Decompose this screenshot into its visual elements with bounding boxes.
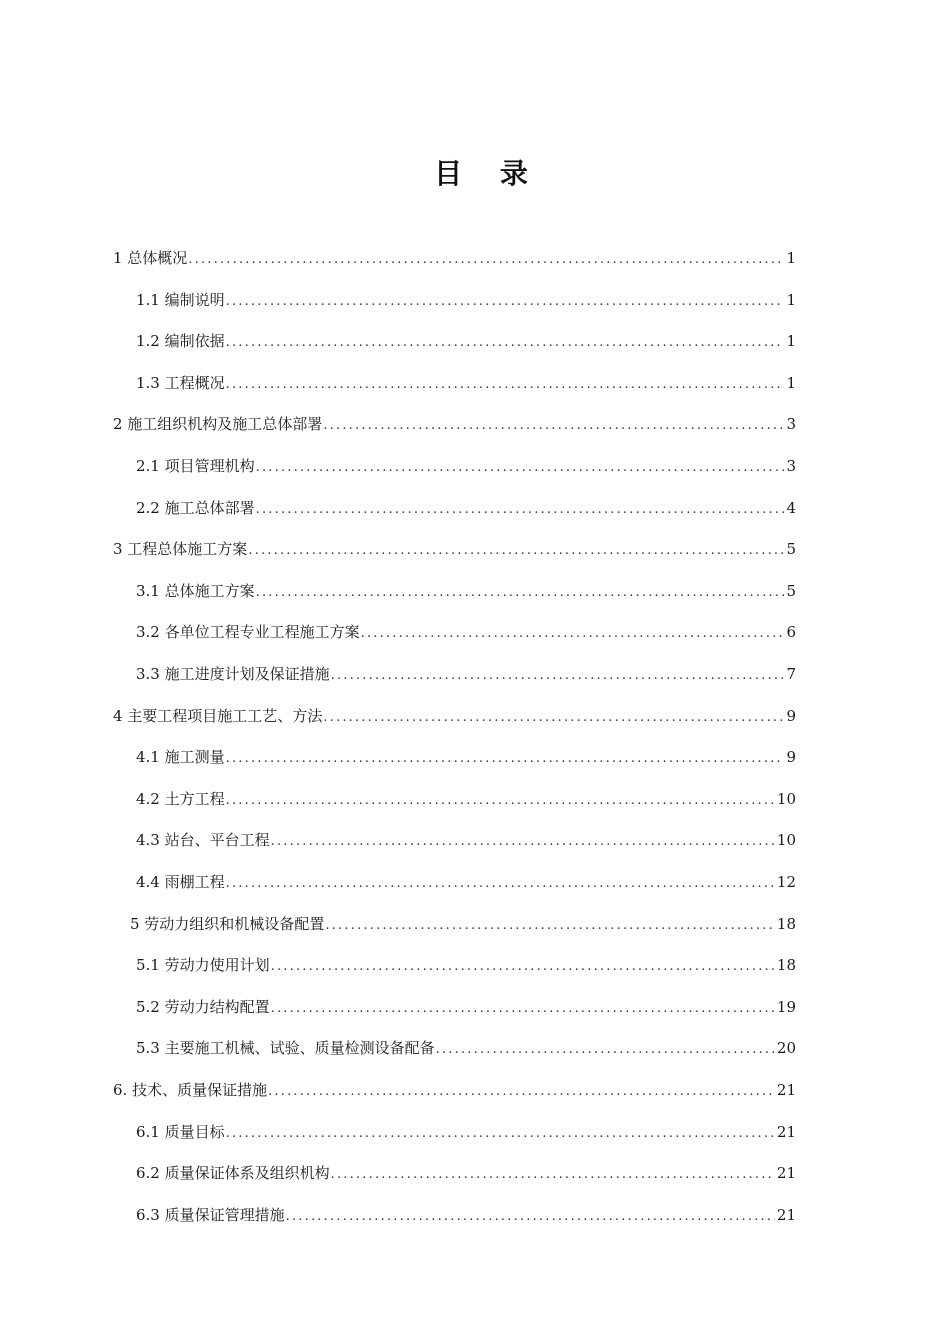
- toc-entry-label: 1.1 编制说明: [136, 290, 225, 309]
- toc-entry-label: 2.2 施工总体部署: [136, 498, 255, 517]
- dot-leader: [325, 915, 775, 937]
- dot-leader: [226, 374, 784, 396]
- toc-entry[interactable]: [136, 1121, 796, 1143]
- toc-entry-page-number: 9: [786, 748, 796, 767]
- toc-entry-page-number: 9: [786, 706, 796, 725]
- toc-entry-label: 6.3 质量保证管理措施: [136, 1205, 285, 1224]
- dot-leader: [361, 623, 784, 645]
- toc-entry[interactable]: [136, 497, 796, 519]
- dot-leader: [436, 1039, 775, 1061]
- toc-entry[interactable]: [136, 954, 796, 976]
- dot-leader: [248, 540, 784, 562]
- toc-entry-page-number: 1: [786, 290, 796, 309]
- toc-entry-page-number: 19: [776, 997, 796, 1016]
- toc-entry-label: 3.3 施工进度计划及保证措施: [136, 665, 330, 683]
- dot-leader: [268, 1081, 775, 1103]
- toc-entry-page-number: 7: [786, 665, 796, 683]
- toc-entry[interactable]: [136, 746, 796, 768]
- toc-entry-page-number: 12: [776, 873, 796, 891]
- toc-entry[interactable]: [136, 289, 796, 311]
- toc-entry-page-number: 6: [786, 623, 796, 642]
- dot-leader: [226, 790, 775, 812]
- toc-entry-label: 3 工程总体施工方案: [113, 540, 248, 559]
- dot-leader: [323, 707, 784, 729]
- toc-entry[interactable]: [136, 1162, 796, 1184]
- toc-entry-page-number: 5: [786, 581, 796, 600]
- toc-entry-label: 6.1 质量目标: [136, 1122, 225, 1141]
- toc-entry[interactable]: [136, 455, 796, 477]
- toc-entry-page-number: 3: [786, 457, 796, 475]
- toc-entry-page-number: 3: [786, 415, 796, 434]
- toc-entry-page-number: 10: [776, 831, 796, 850]
- toc-entry[interactable]: [113, 413, 796, 435]
- toc-entry-page-number: 5: [786, 540, 796, 559]
- dot-leader: [226, 873, 775, 895]
- toc-entry-label: 4.3 站台、平台工程: [136, 831, 270, 850]
- toc-entry-label: 3.2 各单位工程专业工程施工方案: [136, 623, 360, 642]
- toc-entry-label: 2 施工组织机构及施工总体部署: [113, 415, 323, 434]
- toc-entry[interactable]: [130, 913, 796, 935]
- toc-entry[interactable]: [113, 1079, 796, 1101]
- toc-entry-page-number: 18: [776, 914, 796, 933]
- toc-entry-label: 4.4 雨棚工程: [136, 873, 225, 891]
- page-title: 目 录: [434, 157, 542, 190]
- toc-entry[interactable]: [136, 580, 796, 602]
- toc-entry-label: 2.1 项目管理机构: [136, 457, 255, 475]
- dot-leader: [271, 831, 775, 853]
- dot-leader: [226, 291, 784, 313]
- toc-entry[interactable]: [136, 871, 796, 893]
- toc-entry[interactable]: [136, 621, 796, 643]
- toc-entry[interactable]: [136, 788, 796, 810]
- dot-leader: [226, 332, 784, 354]
- toc-entry-page-number: 21: [776, 1164, 796, 1183]
- toc-entry-label: 5.1 劳动力使用计划: [136, 956, 270, 975]
- toc-entry[interactable]: [136, 1204, 796, 1226]
- toc-entry[interactable]: [136, 829, 796, 851]
- toc-entry-page-number: 1: [786, 249, 796, 267]
- dot-leader: [271, 956, 775, 978]
- toc-entry-page-number: 21: [776, 1081, 796, 1099]
- dot-leader: [226, 748, 784, 770]
- toc-entry-label: 5.3 主要施工机械、试验、质量检测设备配备: [136, 1039, 435, 1058]
- toc-entry[interactable]: [136, 663, 796, 685]
- toc-entry-label: 4.2 土方工程: [136, 789, 225, 808]
- toc-entry-label: 1.2 编制依据: [136, 332, 225, 351]
- toc-entry[interactable]: [113, 247, 796, 269]
- toc-entry-page-number: 10: [776, 789, 796, 808]
- dot-leader: [271, 998, 775, 1020]
- toc-entry-label: 5 劳动力组织和机械设备配置: [130, 914, 325, 933]
- toc-entry-page-number: 1: [786, 332, 796, 351]
- toc-entry-page-number: 4: [786, 498, 796, 517]
- toc-entry-label: 6. 技术、质量保证措施: [113, 1081, 268, 1099]
- dot-leader: [256, 499, 784, 521]
- toc-entry-page-number: 21: [776, 1205, 796, 1224]
- dot-leader: [323, 415, 784, 437]
- dot-leader: [331, 1164, 775, 1186]
- dot-leader: [188, 249, 784, 271]
- dot-leader: [256, 582, 784, 604]
- toc-entry-label: 4.1 施工测量: [136, 748, 225, 767]
- toc-entry[interactable]: [136, 1037, 796, 1059]
- toc-entry-label: 4 主要工程项目施工工艺、方法: [113, 706, 323, 725]
- toc-entry[interactable]: [113, 538, 796, 560]
- dot-leader: [256, 457, 784, 479]
- toc-entry-label: 1 总体概况: [113, 249, 188, 267]
- dot-leader: [286, 1206, 775, 1228]
- dot-leader: [226, 1123, 775, 1145]
- toc-entry-label: 3.1 总体施工方案: [136, 581, 255, 600]
- toc-entry-page-number: 1: [786, 373, 796, 392]
- dot-leader: [331, 665, 784, 687]
- toc-entry[interactable]: [113, 705, 796, 727]
- toc-entry-page-number: 21: [776, 1122, 796, 1141]
- toc-entry-page-number: 20: [776, 1039, 796, 1058]
- toc-entry[interactable]: [136, 372, 796, 394]
- toc-entry-label: 5.2 劳动力结构配置: [136, 997, 270, 1016]
- toc-entry[interactable]: [136, 996, 796, 1018]
- toc-entry-page-number: 18: [776, 956, 796, 975]
- toc-entry[interactable]: [136, 330, 796, 352]
- toc-entry-label: 6.2 质量保证体系及组织机构: [136, 1164, 330, 1183]
- toc-entry-label: 1.3 工程概况: [136, 373, 225, 392]
